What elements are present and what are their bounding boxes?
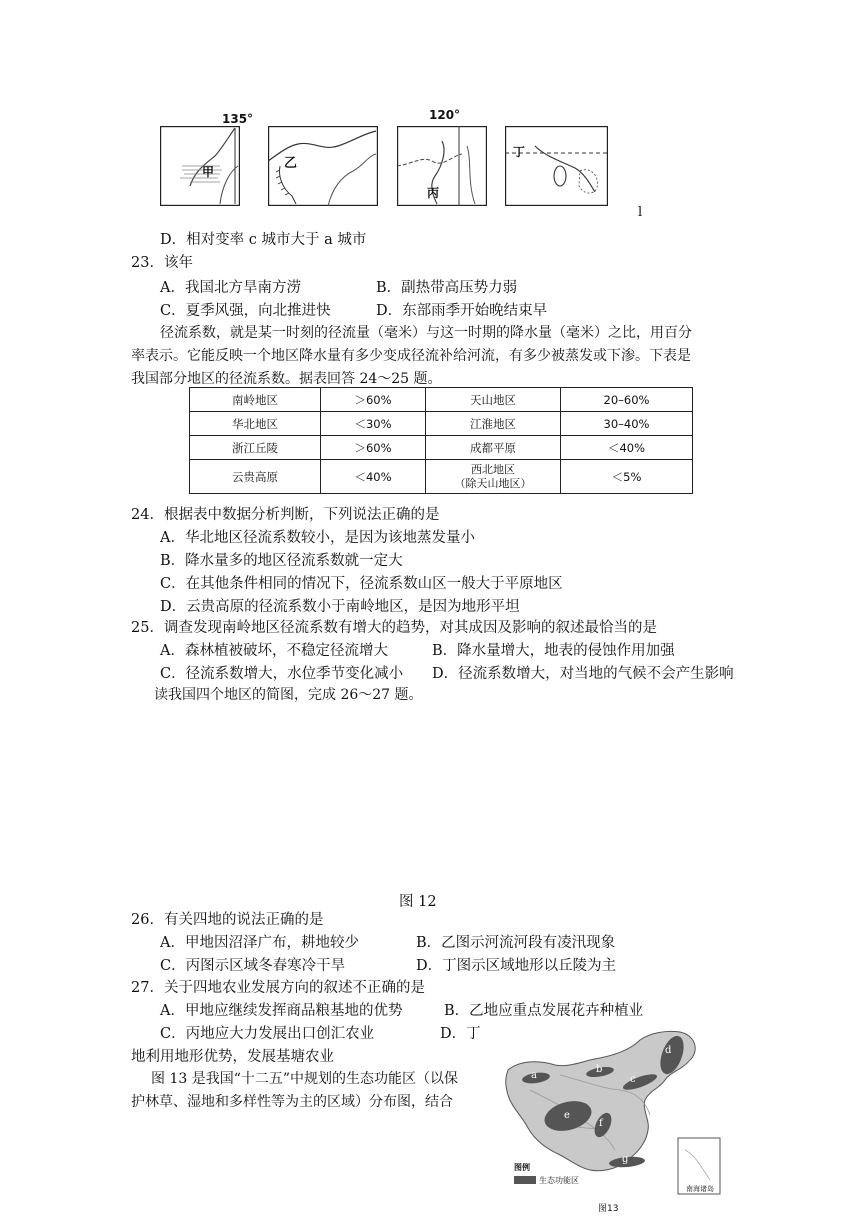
fig13-label-d: d: [665, 1045, 672, 1056]
runoff-intro-line3: 我国部分地区的径流系数。据表回答 24～25 题。: [131, 371, 442, 387]
q22-option-d: D．相对变率 c 城市大于 a 城市: [160, 232, 367, 248]
fig13-label-c: c: [630, 1074, 636, 1085]
table-cell: 30–40%: [561, 412, 693, 436]
q23-option-d: D．东部雨季开始晚结束早: [376, 303, 548, 319]
map-jia: [160, 112, 254, 206]
table-cell: 20–60%: [561, 388, 693, 412]
table-cell: ＞60%: [321, 388, 426, 412]
runoff-coefficient-table: [189, 387, 693, 494]
map-bing-degree: 120°: [429, 108, 461, 122]
q24-option-a: A．华北地区径流系数较小，是因为该地蒸发量小: [160, 530, 475, 546]
fig12-intro: 读我国四个地区的简图，完成 26～27 题。: [154, 687, 423, 703]
q24-option-d: D．云贵高原的径流系数小于南岭地区，是因为地形平坦: [160, 599, 520, 615]
table-cell: 华北地区: [190, 412, 321, 436]
fig13-legend-item: 生态功能区: [539, 1176, 579, 1185]
map-yi-label: 乙: [284, 156, 298, 171]
map-ding: [505, 126, 608, 206]
table-cell: 江淮地区: [426, 412, 561, 436]
q25-option-c: C．径流系数增大，水位季节变化减小: [160, 666, 404, 682]
table-cell: 云贵高原: [190, 460, 321, 494]
fig13-map-drawing: [500, 1030, 724, 1200]
table-cell: 浙江丘陵: [190, 436, 321, 460]
runoff-intro-line2: 率表示。它能反映一个地区降水量有多少变成径流补给河流，有多少被蒸发或下渗。下表是: [131, 348, 691, 364]
q27-stem: 27．关于四地农业发展方向的叙述不正确的是: [131, 980, 425, 996]
table-cell: ＜40%: [561, 436, 693, 460]
table-cell: 南岭地区: [190, 388, 321, 412]
table-row: [190, 436, 693, 460]
q24-stem: 24．根据表中数据分析判断，下列说法正确的是: [131, 507, 440, 523]
q27-option-c: C．丙地应大力发展出口创汇农业: [160, 1026, 375, 1042]
q25-stem: 25．调查发现南岭地区径流系数有增大的趋势，对其成因及影响的叙述最恰当的是: [131, 620, 657, 636]
map-bing-drawing: [397, 126, 487, 206]
map-jia-drawing: [160, 126, 240, 206]
fig13-caption: 图13: [598, 1204, 619, 1214]
fig13-intro-line1: 图 13 是我国“十二五”中规划的生态功能区（以保: [151, 1071, 459, 1087]
q26-option-b: B．乙图示河流河段有凌汛现象: [416, 935, 616, 951]
q23-option-a: A．我国北方旱南方涝: [160, 280, 301, 296]
q25-option-a: A．森林植被破坏，不稳定径流增大: [160, 643, 388, 659]
fig13-label-f: f: [599, 1118, 603, 1129]
q27-option-b: B．乙地应重点发展花卉种植业: [444, 1003, 644, 1019]
fig13-intro-line2: 护林草、湿地和多样性等为主的区域）分布图，结合: [131, 1094, 453, 1110]
fig13-label-b: b: [596, 1064, 603, 1075]
q23-stem: 23．该年: [131, 255, 193, 271]
q25-option-b: B．降水量增大，地表的侵蚀作用加强: [432, 643, 675, 659]
table-cell: 天山地区: [426, 388, 561, 412]
table-cell: 成都平原: [426, 436, 561, 460]
q26-option-a: A．甲地因沼泽广布，耕地较少: [160, 935, 359, 951]
map-jia-label: 甲: [202, 165, 215, 179]
table-row: [190, 412, 693, 436]
fig13-label-e: e: [564, 1110, 570, 1121]
map-ding-drawing: [505, 126, 608, 206]
runoff-intro-line1: 径流系数，就是某一时刻的径流量（毫米）与这一时期的降水量（毫米）之比，用百分: [160, 325, 692, 341]
q23-option-c: C．夏季风强，向北推进快: [160, 303, 331, 319]
table-cell: ＜5%: [561, 460, 693, 494]
q27-option-a: A．甲地应继续发挥商品粮基地的优势: [160, 1003, 403, 1019]
q24-option-b: B．降水量多的地区径流系数就一定大: [160, 553, 403, 569]
q26-stem: 26．有关四地的说法正确的是: [131, 912, 324, 928]
table-row: [190, 388, 693, 412]
q25-option-d: D．径流系数增大，对当地的气候不会产生影响: [432, 666, 734, 682]
map-yi: [268, 126, 378, 206]
map-bing: [397, 108, 487, 206]
q26-option-d: D．丁图示区域地形以丘陵为主: [416, 958, 617, 974]
fig13-label-g: g: [622, 1154, 629, 1165]
q26-option-c: C．丙图示区域冬春寒冷干旱: [160, 958, 346, 974]
table-row: [190, 460, 693, 494]
page-mark: l: [638, 205, 643, 220]
table-cell: ＞60%: [321, 436, 426, 460]
legend-swatch: [514, 1176, 536, 1184]
fig12-caption: 图 12: [399, 894, 437, 910]
map-bing-label: 丙: [427, 186, 440, 200]
fig13-map: [500, 1030, 724, 1200]
table-cell: 西北地区 （除天山地区）: [426, 460, 561, 494]
fig13-inset-label: 南海诸岛: [686, 1185, 714, 1193]
map-ding-label: 丁: [513, 145, 526, 159]
q27-continuation: 地利用地形优势，发展基塘农业: [131, 1049, 334, 1065]
q23-option-b: B．副热带高压势力弱: [376, 280, 518, 296]
fig13-legend-title: 图例: [514, 1163, 530, 1172]
q27-option-d: D．丁: [440, 1026, 481, 1042]
table-cell: ＜40%: [321, 460, 426, 494]
map-jia-degree: 135°: [222, 112, 254, 126]
q24-option-c: C．在其他条件相同的情况下，径流系数山区一般大于平原地区: [160, 576, 563, 592]
fig13-label-a: a: [531, 1070, 537, 1081]
table-cell: ＜30%: [321, 412, 426, 436]
